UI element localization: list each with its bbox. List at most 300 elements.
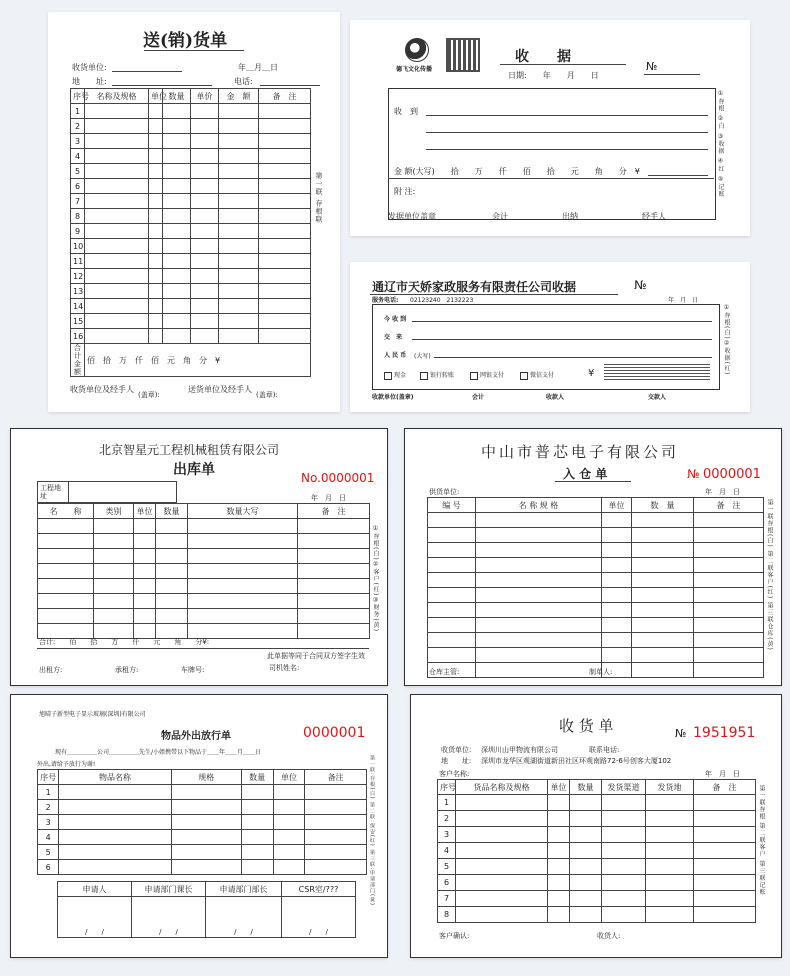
table-cell[interactable] <box>570 843 602 859</box>
table-cell[interactable] <box>191 164 219 179</box>
table-cell[interactable] <box>85 119 149 134</box>
table-cell[interactable] <box>694 558 764 573</box>
table-cell[interactable] <box>85 209 149 224</box>
table-cell[interactable] <box>191 194 219 209</box>
form3-payment-bank[interactable] <box>420 370 454 380</box>
row-number: 11 <box>71 254 85 269</box>
table-cell[interactable] <box>59 845 171 860</box>
table-cell[interactable] <box>171 785 241 800</box>
form5-maker: 制单人: <box>589 668 613 676</box>
form6-line2: 外出,请给予放行为谢! <box>37 761 96 768</box>
table-cell[interactable] <box>602 811 646 827</box>
table-cell[interactable] <box>188 609 298 624</box>
row-number: 16 <box>71 329 85 344</box>
table-cell[interactable] <box>94 534 134 549</box>
form3-payment-online[interactable] <box>470 370 504 380</box>
table-cell[interactable] <box>694 907 756 923</box>
table-cell[interactable] <box>188 519 298 534</box>
table-cell[interactable] <box>163 239 191 254</box>
table-cell[interactable] <box>259 329 311 344</box>
table-cell[interactable] <box>191 299 219 314</box>
table-row <box>38 815 367 830</box>
table-cell[interactable] <box>85 179 149 194</box>
table-cell[interactable] <box>259 224 311 239</box>
table-cell[interactable] <box>694 633 764 648</box>
table-cell[interactable] <box>602 795 646 811</box>
table-cell[interactable] <box>134 519 156 534</box>
form6-date-3: / / <box>206 897 282 938</box>
table-cell[interactable] <box>163 164 191 179</box>
table-cell[interactable] <box>163 314 191 329</box>
table-cell[interactable] <box>259 149 311 164</box>
table-cell[interactable] <box>163 254 191 269</box>
table-cell[interactable] <box>85 149 149 164</box>
table-cell[interactable] <box>219 314 259 329</box>
table-cell[interactable] <box>171 800 241 815</box>
table-cell[interactable] <box>298 579 370 594</box>
table-cell[interactable] <box>85 284 149 299</box>
table-cell[interactable] <box>259 254 311 269</box>
table-cell[interactable] <box>694 891 756 907</box>
table-cell[interactable] <box>191 119 219 134</box>
table-cell[interactable] <box>259 299 311 314</box>
table-cell[interactable] <box>241 860 273 875</box>
form3-payment-wechat[interactable] <box>520 370 554 380</box>
table-cell[interactable] <box>298 594 370 609</box>
table-cell[interactable] <box>38 534 94 549</box>
table-cell[interactable] <box>188 594 298 609</box>
table-cell[interactable] <box>149 164 163 179</box>
table-cell[interactable] <box>694 811 756 827</box>
table-cell[interactable] <box>149 284 163 299</box>
table-cell[interactable] <box>219 269 259 284</box>
table-cell[interactable] <box>259 104 311 119</box>
table-cell[interactable] <box>85 134 149 149</box>
table-cell[interactable] <box>476 573 602 588</box>
table-cell[interactable] <box>694 603 764 618</box>
table-cell[interactable] <box>259 119 311 134</box>
table-cell[interactable] <box>191 134 219 149</box>
table-cell[interactable] <box>191 149 219 164</box>
table-cell[interactable] <box>456 827 548 843</box>
table-cell[interactable] <box>305 800 367 815</box>
table-cell[interactable] <box>219 149 259 164</box>
table-cell[interactable] <box>219 299 259 314</box>
table-cell[interactable] <box>632 603 694 618</box>
table-cell[interactable] <box>38 564 94 579</box>
table-cell[interactable] <box>134 564 156 579</box>
table-cell[interactable] <box>456 907 548 923</box>
row-number: 4 <box>71 149 85 164</box>
table-cell[interactable] <box>570 891 602 907</box>
table-cell[interactable] <box>646 891 694 907</box>
table-cell[interactable] <box>38 609 94 624</box>
table-cell[interactable] <box>59 785 171 800</box>
table-cell[interactable] <box>149 194 163 209</box>
table-cell[interactable] <box>219 239 259 254</box>
table-cell[interactable] <box>163 149 191 164</box>
table-cell[interactable] <box>694 795 756 811</box>
table-cell[interactable] <box>694 827 756 843</box>
table-cell[interactable] <box>38 549 94 564</box>
table-cell[interactable] <box>456 811 548 827</box>
table-cell[interactable] <box>156 609 188 624</box>
table-cell[interactable] <box>259 134 311 149</box>
table-cell[interactable] <box>273 800 305 815</box>
table-cell[interactable] <box>694 648 764 663</box>
table-row <box>438 891 756 907</box>
table-cell[interactable] <box>241 815 273 830</box>
table-cell[interactable] <box>428 648 476 663</box>
table-cell[interactable] <box>646 827 694 843</box>
table-cell[interactable] <box>602 859 646 875</box>
table-cell[interactable] <box>602 633 632 648</box>
table-cell[interactable] <box>570 795 602 811</box>
table-cell[interactable] <box>646 859 694 875</box>
table-cell[interactable] <box>632 573 694 588</box>
table-cell[interactable] <box>602 603 632 618</box>
table-cell[interactable] <box>548 827 570 843</box>
table-cell[interactable] <box>191 239 219 254</box>
table-cell[interactable] <box>94 594 134 609</box>
table-cell[interactable] <box>646 907 694 923</box>
table-cell[interactable] <box>632 633 694 648</box>
table-cell[interactable] <box>134 579 156 594</box>
table-cell[interactable] <box>163 104 191 119</box>
table-cell[interactable] <box>273 860 305 875</box>
table-cell[interactable] <box>163 224 191 239</box>
form3-field-1: 今 收 到 <box>384 316 407 323</box>
table-cell[interactable] <box>548 795 570 811</box>
table-cell[interactable] <box>241 800 273 815</box>
table-cell[interactable] <box>219 254 259 269</box>
table-cell[interactable] <box>456 795 548 811</box>
table-cell[interactable] <box>476 633 602 648</box>
table-cell[interactable] <box>548 843 570 859</box>
table-cell[interactable] <box>602 573 632 588</box>
table-cell[interactable] <box>219 224 259 239</box>
table-cell[interactable] <box>428 618 476 633</box>
column-header: 单位 <box>134 504 156 519</box>
table-cell[interactable] <box>191 254 219 269</box>
table-cell[interactable] <box>163 134 191 149</box>
table-cell[interactable] <box>305 830 367 845</box>
table-cell[interactable] <box>548 875 570 891</box>
table-cell[interactable] <box>85 254 149 269</box>
row-number: 8 <box>71 209 85 224</box>
table-cell[interactable] <box>646 875 694 891</box>
table-cell[interactable] <box>149 134 163 149</box>
table-cell[interactable] <box>85 299 149 314</box>
table-cell[interactable] <box>163 269 191 284</box>
table-cell[interactable] <box>85 239 149 254</box>
form5-table <box>427 497 764 678</box>
row-number: 3 <box>38 815 59 830</box>
table-cell[interactable] <box>428 603 476 618</box>
table-cell[interactable] <box>632 648 694 663</box>
table-cell[interactable] <box>570 907 602 923</box>
table-cell[interactable] <box>149 179 163 194</box>
table-cell[interactable] <box>570 811 602 827</box>
table-cell[interactable] <box>241 830 273 845</box>
table-cell[interactable] <box>602 618 632 633</box>
table-cell[interactable] <box>456 875 548 891</box>
table-cell[interactable] <box>273 815 305 830</box>
table-cell[interactable] <box>219 194 259 209</box>
table-cell[interactable] <box>259 269 311 284</box>
table-cell[interactable] <box>273 830 305 845</box>
table-cell[interactable] <box>259 194 311 209</box>
table-cell[interactable] <box>38 519 94 534</box>
table-cell[interactable] <box>632 663 694 678</box>
table-cell[interactable] <box>694 573 764 588</box>
table-cell[interactable] <box>548 907 570 923</box>
table-cell[interactable] <box>85 329 149 344</box>
table-cell[interactable] <box>59 815 171 830</box>
table-cell[interactable] <box>134 609 156 624</box>
table-cell[interactable] <box>428 573 476 588</box>
table-cell[interactable] <box>94 549 134 564</box>
table-cell[interactable] <box>156 549 188 564</box>
table-cell[interactable] <box>191 329 219 344</box>
table-cell[interactable] <box>602 843 646 859</box>
table-cell[interactable] <box>149 239 163 254</box>
table-cell[interactable] <box>570 875 602 891</box>
table-cell[interactable] <box>171 815 241 830</box>
table-cell[interactable] <box>632 528 694 543</box>
table-cell[interactable] <box>241 845 273 860</box>
table-cell[interactable] <box>219 284 259 299</box>
table-cell[interactable] <box>85 194 149 209</box>
table-cell[interactable] <box>259 284 311 299</box>
table-cell[interactable] <box>694 513 764 528</box>
table-cell[interactable] <box>171 830 241 845</box>
table-cell[interactable] <box>259 314 311 329</box>
table-cell[interactable] <box>305 860 367 875</box>
table-row <box>38 845 367 860</box>
table-cell[interactable] <box>259 209 311 224</box>
table-cell[interactable] <box>298 534 370 549</box>
table-cell[interactable] <box>548 891 570 907</box>
table-cell[interactable] <box>149 269 163 284</box>
table-cell[interactable] <box>191 284 219 299</box>
table-cell[interactable] <box>156 519 188 534</box>
table-cell[interactable] <box>476 663 602 678</box>
table-cell[interactable] <box>298 624 370 639</box>
form1-total-row <box>71 344 311 377</box>
table-cell[interactable] <box>694 588 764 603</box>
table-cell[interactable] <box>632 513 694 528</box>
table-cell[interactable] <box>694 859 756 875</box>
table-cell[interactable] <box>476 543 602 558</box>
table-cell[interactable] <box>694 528 764 543</box>
table-cell[interactable] <box>694 618 764 633</box>
table-cell[interactable] <box>188 564 298 579</box>
table-cell[interactable] <box>632 558 694 573</box>
table-cell[interactable] <box>191 314 219 329</box>
table-cell[interactable] <box>85 224 149 239</box>
table-cell[interactable] <box>428 513 476 528</box>
table-cell[interactable] <box>476 558 602 573</box>
table-cell[interactable] <box>85 314 149 329</box>
table-cell[interactable] <box>149 104 163 119</box>
table-cell[interactable] <box>259 239 311 254</box>
table-cell[interactable] <box>149 254 163 269</box>
table-cell[interactable] <box>476 603 602 618</box>
table-cell[interactable] <box>548 859 570 875</box>
table-cell[interactable] <box>191 209 219 224</box>
table-cell[interactable] <box>476 618 602 633</box>
table-cell[interactable] <box>476 513 602 528</box>
table-cell[interactable] <box>163 209 191 224</box>
table-cell[interactable] <box>85 269 149 284</box>
table-cell[interactable] <box>156 594 188 609</box>
table-cell[interactable] <box>602 648 632 663</box>
table-cell[interactable] <box>694 663 764 678</box>
table-cell[interactable] <box>456 859 548 875</box>
table-cell[interactable] <box>134 549 156 564</box>
table-cell[interactable] <box>428 558 476 573</box>
table-cell[interactable] <box>191 224 219 239</box>
table-cell[interactable] <box>149 314 163 329</box>
table-cell[interactable] <box>632 543 694 558</box>
table-cell[interactable] <box>219 209 259 224</box>
table-cell[interactable] <box>38 579 94 594</box>
table-cell[interactable] <box>694 543 764 558</box>
table-cell[interactable] <box>476 588 602 603</box>
table-cell[interactable] <box>602 907 646 923</box>
table-cell[interactable] <box>191 269 219 284</box>
table-cell[interactable] <box>219 119 259 134</box>
table-cell[interactable] <box>219 164 259 179</box>
row-number: 5 <box>71 164 85 179</box>
table-cell[interactable] <box>273 785 305 800</box>
table-cell[interactable] <box>646 795 694 811</box>
table-cell[interactable] <box>149 119 163 134</box>
table-cell[interactable] <box>646 811 694 827</box>
row-number: 5 <box>438 859 456 875</box>
table-cell[interactable] <box>298 609 370 624</box>
table-cell[interactable] <box>570 859 602 875</box>
table-cell[interactable] <box>156 579 188 594</box>
table-cell[interactable] <box>94 609 134 624</box>
table-cell[interactable] <box>298 519 370 534</box>
table-cell[interactable] <box>219 329 259 344</box>
form3-amount-box <box>604 364 710 382</box>
table-cell[interactable] <box>476 528 602 543</box>
table-cell[interactable] <box>163 119 191 134</box>
table-cell[interactable] <box>191 104 219 119</box>
table-cell[interactable] <box>163 299 191 314</box>
table-cell[interactable] <box>602 891 646 907</box>
table-cell[interactable] <box>602 827 646 843</box>
table-cell[interactable] <box>156 564 188 579</box>
table-cell[interactable] <box>163 194 191 209</box>
table-cell[interactable] <box>428 633 476 648</box>
table-cell[interactable] <box>548 811 570 827</box>
table-cell[interactable] <box>191 179 219 194</box>
table-cell[interactable] <box>602 875 646 891</box>
table-cell[interactable] <box>428 528 476 543</box>
table-cell[interactable] <box>305 815 367 830</box>
table-row <box>38 594 370 609</box>
table-cell[interactable] <box>602 513 632 528</box>
table-cell[interactable] <box>694 875 756 891</box>
table-cell[interactable] <box>59 860 171 875</box>
table-cell[interactable] <box>632 618 694 633</box>
form4-signer-2: 承租方: <box>115 666 139 674</box>
table-cell[interactable] <box>163 329 191 344</box>
table-cell[interactable] <box>259 164 311 179</box>
table-cell[interactable] <box>59 800 171 815</box>
form1-seal-2: (盖章): <box>256 391 278 399</box>
table-cell[interactable] <box>298 564 370 579</box>
table-row <box>71 329 311 344</box>
table-cell[interactable] <box>602 528 632 543</box>
table-cell[interactable] <box>149 329 163 344</box>
table-cell[interactable] <box>149 209 163 224</box>
table-cell[interactable] <box>428 588 476 603</box>
table-cell[interactable] <box>241 785 273 800</box>
table-cell[interactable] <box>156 534 188 549</box>
table-cell[interactable] <box>476 648 602 663</box>
table-cell[interactable] <box>428 543 476 558</box>
table-cell[interactable] <box>85 164 149 179</box>
table-cell[interactable] <box>134 594 156 609</box>
table-cell[interactable] <box>38 594 94 609</box>
table-cell[interactable] <box>188 534 298 549</box>
table-cell[interactable] <box>602 558 632 573</box>
table-cell[interactable] <box>219 104 259 119</box>
form1-table <box>70 88 311 377</box>
table-cell[interactable] <box>94 519 134 534</box>
table-cell[interactable] <box>632 588 694 603</box>
column-header: 数量 <box>156 504 188 519</box>
form3-payment-cash[interactable] <box>384 370 406 380</box>
table-cell[interactable] <box>219 179 259 194</box>
table-cell[interactable] <box>602 588 632 603</box>
table-cell[interactable] <box>94 564 134 579</box>
table-cell[interactable] <box>646 843 694 859</box>
table-cell[interactable] <box>163 284 191 299</box>
table-cell[interactable] <box>171 845 241 860</box>
table-cell[interactable] <box>149 224 163 239</box>
table-cell[interactable] <box>59 830 171 845</box>
table-cell[interactable] <box>259 179 311 194</box>
form4-signer-4: 司机姓名: <box>269 664 300 672</box>
table-cell[interactable] <box>188 579 298 594</box>
table-cell[interactable] <box>305 785 367 800</box>
table-cell[interactable] <box>602 543 632 558</box>
table-cell[interactable] <box>298 549 370 564</box>
table-cell[interactable] <box>305 845 367 860</box>
column-header: 物品名称 <box>59 770 171 785</box>
table-cell[interactable] <box>94 579 134 594</box>
table-cell[interactable] <box>171 860 241 875</box>
table-cell[interactable] <box>149 299 163 314</box>
table-cell[interactable] <box>456 843 548 859</box>
table-cell[interactable] <box>456 891 548 907</box>
table-cell[interactable] <box>85 104 149 119</box>
table-cell[interactable] <box>134 534 156 549</box>
table-cell[interactable] <box>570 827 602 843</box>
table-cell[interactable] <box>163 179 191 194</box>
table-cell[interactable] <box>188 549 298 564</box>
table-cell[interactable] <box>219 134 259 149</box>
table-cell[interactable] <box>694 843 756 859</box>
table-cell[interactable] <box>149 149 163 164</box>
table-cell[interactable] <box>273 845 305 860</box>
